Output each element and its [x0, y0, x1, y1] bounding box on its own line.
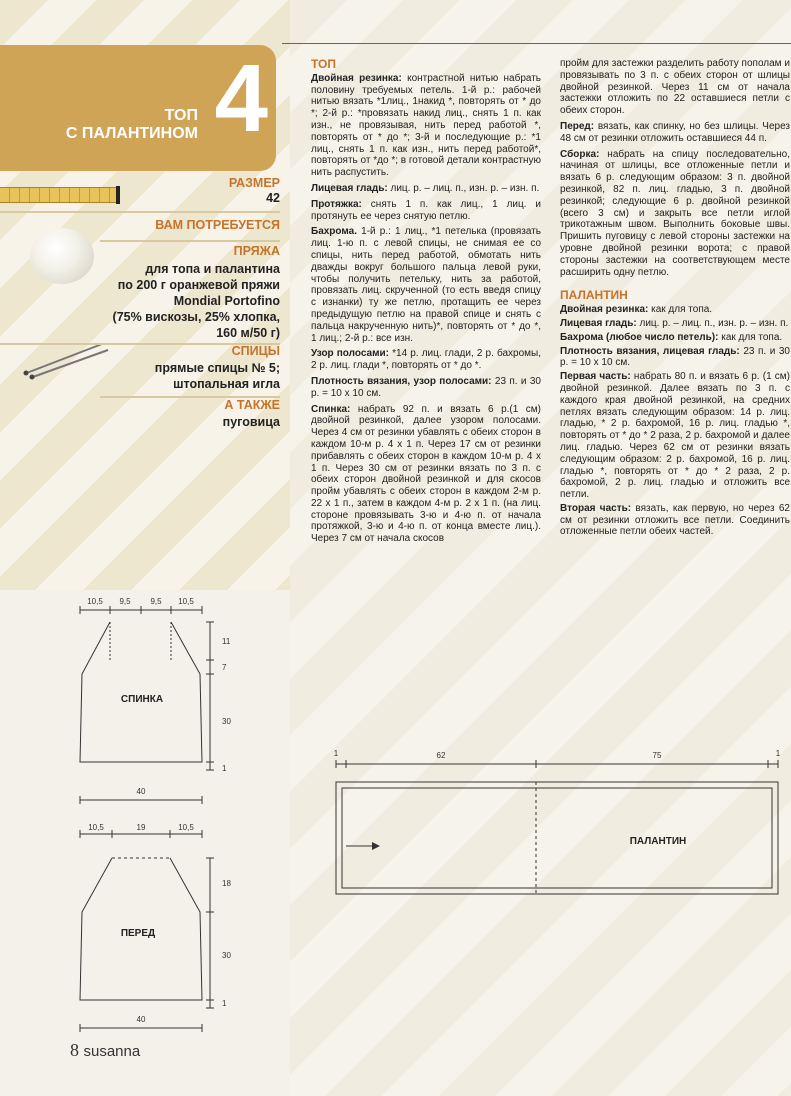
dimension-label: 10,5	[88, 823, 104, 832]
instructions-column-1	[311, 59, 541, 549]
title-line1: ТОП	[164, 107, 198, 124]
paragraph: Двойная резинка: контрастной нитью набрать половину требуемых петель. 1-й р.: рабочей нитью вязать *1лиц., 1накид *, повторять от * до *; 2-й р.: *провязать накид лиц., снять 1 п. как изн., не провязывая, нить перед работой *, повторять от * до *; 3-й и последующие р.: *1 лиц., снять 1 п. как изн., нить перед работой*, повторять от *до *; в готовой детали контрастную нить распустить.	[311, 72, 542, 179]
dimension-label: 30	[222, 951, 231, 960]
paragraph: Двойная резинка: как для топа.	[560, 304, 713, 316]
yarn-line: Mondial Portofino	[173, 294, 280, 308]
needles-line: штопальная игла	[173, 377, 280, 391]
dimension-label: 19	[136, 823, 146, 832]
yarn-line: 160 м/50 г)	[216, 326, 280, 340]
instructions-column-2	[560, 58, 790, 542]
dimension-label: 9,5	[150, 597, 162, 606]
also-label: А ТАКЖЕ	[224, 398, 280, 412]
stole-schematic	[322, 742, 788, 902]
knitting-needles-icon	[22, 340, 112, 380]
dimension-label: 1	[222, 764, 227, 773]
magazine-brand: susanna	[83, 1043, 141, 1060]
piece-label: ПАЛАНТИН	[629, 836, 687, 847]
paragraph: Протяжка: снять 1 п. как лиц., 1 лиц. и протянуть ее через снятую петлю.	[311, 198, 541, 222]
yarn-line: для топа и палантина	[145, 262, 280, 276]
dimension-label: 75	[652, 751, 662, 760]
piece-label: ПЕРЕД	[120, 928, 156, 939]
title-line2: С ПАЛАНТИНОМ	[65, 125, 198, 142]
paragraph: Спинка: набрать 92 п. и вязать 6 р.(1 см) двойной резинкой, далее узором полосами. Через 4 см от резинки убавлять с обеих сторон в каждом 10-м р. 4 х 1 п. Через 17 см от резинки прибавлять с обеих сторон в каждом 10-м р. 4 х 1 п. Через 30 см от резинки вязать по 3 п. с обеих сторон двойной резинкой и для скосов пройм убавлять с обеих сторон в каждом 2-м р. 22 х 1 п., затем в каждом 4-м р. 2 х 1 п. (на лиц. стороне провязывать 3-ю и 4-ю п. от начала протяжкой, 3-ю и 4-ю п. от конца вместе лиц.). Через 7 см от начала скосов	[311, 403, 542, 545]
dimension-label: 1	[775, 749, 781, 758]
page-footer	[70, 1040, 140, 1061]
also-value: пуговица	[222, 415, 280, 429]
need-label: ВАМ ПОТРЕБУЕТСЯ	[155, 218, 280, 232]
yarn-line: по 200 г оранжевой пряжи	[117, 278, 280, 292]
section-heading: ТОП	[311, 57, 336, 71]
top-rule	[282, 43, 791, 44]
dimension-label: 62	[436, 751, 446, 760]
dimension-label: 40	[136, 787, 146, 796]
paragraph: Бахрома. 1-й р.: 1 лиц., *1 петелька (провязать лиц. 1-ю п. с левой спицы, не снимая ее со спицы, нить перед работой, обмотать нить дважды вокруг большого пальца левой руки, чтобы получить петельку, нить за работой, провязать лиц. скрученной (то есть введя спицу с изнанки) ту же петлю, протащить ее через предыдущую петлю на правой спице и снять с пальца накрученную нить)*, повторять от * до *, 1 лиц.; 2-й р.: все изн.	[311, 226, 542, 344]
paragraph: Плотность вязания, лицевая гладь: 23 п. и 30 р. = 10 х 10 см.	[560, 345, 790, 369]
dimension-label: 30	[222, 717, 231, 726]
dimension-label: 40	[136, 1015, 146, 1024]
dimension-label: 1	[333, 749, 339, 758]
dimension-label: 7	[222, 663, 227, 672]
paragraph: Лицевая гладь: лиц. р. – лиц. п., изн. р. – изн. п.	[311, 182, 540, 194]
dimension-label: 9,5	[119, 597, 131, 606]
size-value: 42	[266, 191, 280, 205]
paragraph: Вторая часть: вязать, как первую, но через 62 см от резинки отложить все петли. Соединить отложенные петли обеих частей.	[560, 502, 790, 538]
yarn-label: ПРЯЖА	[233, 244, 280, 258]
paragraph: Плотность вязания, узор полосами: 23 п. и 30 р. = 10 х 10 см.	[311, 375, 541, 399]
divider	[100, 240, 280, 242]
measuring-tape-icon	[0, 187, 116, 203]
piece-label: СПИНКА	[120, 694, 164, 705]
dimension-label: 10,5	[178, 597, 194, 606]
divider	[0, 211, 280, 213]
paragraph: Первая часть: набрать 80 п. и вязать 6 р. (1 см) двойной резинкой. Далее вязать по 3 п. с каждого края двойной резинкой, на средних петлях вязать следующим образом: 14 р. лиц. гладью, * 2 р. бахромой, 16 р. лиц. гладью *, повторять от * до * 2 раза, 2 р. бахромой и далее лиц. гладью. Через 62 см от резинки вязать следующим образом: 2 р. бахромой, 16 р. лиц. гладью *, повторять от * до * 2 раза, 2 р. бахромой, 2 р. лиц. гладью и отложить все петли.	[560, 371, 790, 501]
needles-line: прямые спицы № 5;	[154, 361, 280, 375]
paragraph: Сборка: набрать на спицу последовательно, начиная от шлицы, все отложенные петли и вязать 6 р. следующим образом: 3 п. двойной резинкой, 82 п. лиц. гладью, 3 п. двойной резинкой; следующие 6 р. двойной резинкой (всего 3 см) и закрыть все петли иглой трикотажным швом. Выполнить боковые швы. Пришить пуговицу с левой стороны застежки на уровне двойной резинки ворота; с правой стороны застежки на соответствующем месте расширить одну петлю.	[560, 148, 790, 278]
yarn-ball-icon	[30, 228, 94, 284]
dimension-label: 18	[222, 879, 231, 888]
page-number: 8	[70, 1040, 79, 1060]
paragraph: пройм для застежки разделить работу пополам и провязывать по 3 п. с обеих сторон от шлицы двойной резинкой. Через 11 см от начала застежки отложить по 22 оставшиеся петли с обеих сторон.	[560, 58, 790, 117]
title-banner	[0, 45, 276, 171]
size-label: РАЗМЕР	[228, 176, 280, 190]
paragraph: Бахрома (любое число петель): как для топа.	[560, 331, 783, 343]
yarn-line: (75% вискозы, 25% хлопка,	[112, 310, 280, 324]
paragraph: Лицевая гладь: лиц. р. – лиц. п., изн. р. – изн. п.	[560, 317, 789, 329]
back-schematic	[70, 592, 250, 814]
front-schematic	[70, 822, 250, 1036]
dimension-label: 10,5	[178, 823, 194, 832]
dimension-label: 10,5	[87, 597, 103, 606]
paragraph: Перед: вязать, как спинку, но без шлицы. Через 48 см от резинки отложить оставшиеся 44 п.	[560, 120, 791, 144]
paragraph: Узор полосами: *14 р. лиц. глади, 2 р. бахромы, 2 р. лиц. глади *, повторять от * до *.	[311, 348, 542, 372]
dimension-label: 11	[222, 637, 231, 646]
needles-label: СПИЦЫ	[231, 344, 280, 358]
section-heading: ПАЛАНТИН	[560, 288, 628, 303]
pattern-number: 4	[214, 45, 268, 152]
dimension-label: 1	[222, 999, 227, 1008]
